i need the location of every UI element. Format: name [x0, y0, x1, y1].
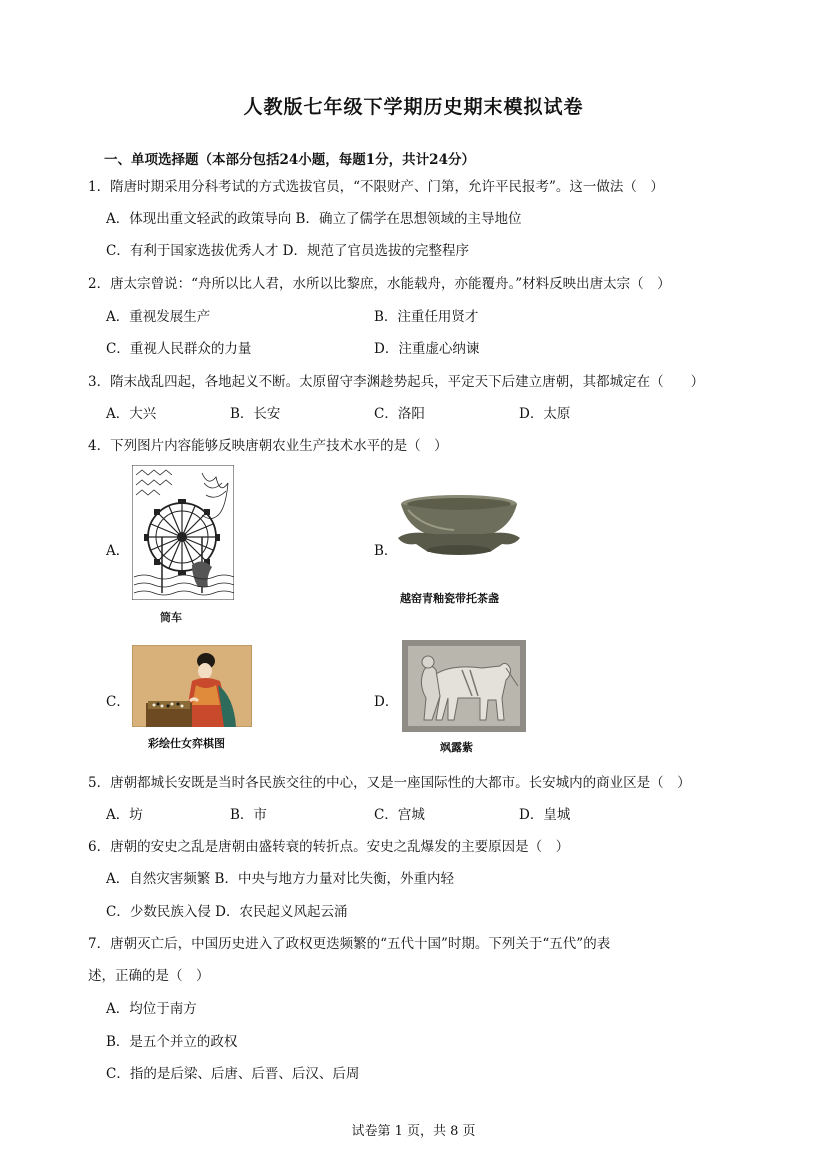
question-4-option-d: D． — [374, 694, 399, 710]
page-title: 人教版七年级下学期历史期末模拟试卷 — [243, 96, 584, 118]
question-5-stem: 5．唐朝都城长安既是当时各民族交往的中心，又是一座国际性的大都市。长安城内的商业区是（ ） — [88, 775, 691, 791]
figure-c-caption: 彩绘仕女弈棋图 — [148, 737, 225, 750]
question-3-option-d: D．太原 — [519, 406, 571, 422]
question-1-options-ab: A．体现出重文轻武的政策导向 B．确立了儒学在思想领域的主导地位 — [106, 211, 522, 227]
figure-d-caption: 飒露紫 — [440, 741, 473, 754]
figure-b-caption: 越窑青釉瓷带托茶盏 — [400, 592, 499, 605]
question-1-options-cd: C．有利于国家选拔优秀人才 D．规范了官员选拔的完整程序 — [106, 243, 469, 259]
question-3-option-c: C．洛阳 — [374, 406, 425, 422]
question-6-stem: 6．唐朝的安史之乱是唐朝由盛转衰的转折点。安史之乱爆发的主要原因是（ ） — [88, 839, 570, 855]
question-3-stem: 3．隋末战乱四起，各地起义不断。太原留守李渊趁势起兵，平定天下后建立唐朝，其都城定在（ ） — [88, 374, 705, 390]
question-3-option-b: B．长安 — [230, 406, 281, 422]
water-wheel-woodcut-image — [132, 465, 234, 600]
question-5-option-c: C．宫城 — [374, 807, 425, 823]
question-6-options-ab: A．自然灾害频繁 B．中央与地方力量对比失衡，外重内轻 — [106, 871, 454, 887]
question-7-option-c: C．指的是后梁、后唐、后晋、后汉、后周 — [106, 1066, 360, 1082]
question-4-option-a: A． — [106, 543, 130, 559]
celadon-tea-bowl-image — [394, 492, 524, 562]
question-4-stem: 4．下列图片内容能够反映唐朝农业生产技术水平的是（ ） — [88, 438, 448, 454]
question-4-option-c: C． — [106, 694, 130, 710]
question-4-option-b: B． — [374, 543, 398, 559]
page-footer: 试卷第 1 页，共 8 页 — [351, 1124, 476, 1139]
question-2-option-b: B．注重任用贤才 — [374, 309, 479, 325]
question-5-option-a: A．坊 — [106, 807, 143, 823]
section-heading: 一、单项选择题（本部分包括24小题，每题1分，共计24分） — [104, 152, 475, 168]
saluzi-horse-relief-image — [402, 640, 526, 732]
question-2-stem: 2．唐太宗曾说：“舟所以比人君，水所以比黎庶，水能载舟，亦能覆舟。”材料反映出唐太宗（ ） — [88, 276, 671, 292]
question-7-stem: 7．唐朝灭亡后，中国历史进入了政权更迭频繁的“五代十国”时期。下列关于“五代”的表 — [88, 936, 611, 952]
figure-a-caption: 筒车 — [160, 611, 182, 624]
question-6-options-cd: C．少数民族入侵 D．农民起义风起云涌 — [106, 904, 348, 920]
question-2-option-d: D．注重虚心纳谏 — [374, 341, 480, 357]
question-2-option-a: A．重视发展生产 — [106, 309, 211, 325]
palace-lady-playing-weiqi-painting — [132, 645, 252, 727]
question-3-option-a: A．大兴 — [106, 406, 157, 422]
question-5-option-b: B．市 — [230, 807, 267, 823]
question-7-option-b: B．是五个并立的政权 — [106, 1034, 238, 1050]
question-1-stem: 1．隋唐时期采用分科考试的方式选拔官员，“不限财产、门第，允许平民报考”。这一做法（ ） — [88, 179, 664, 195]
question-2-option-c: C．重视人民群众的力量 — [106, 341, 252, 357]
question-5-option-d: D．皇城 — [519, 807, 571, 823]
question-7-stem-continued: 述，正确的是（ ） — [88, 968, 210, 984]
question-7-option-a: A．均位于南方 — [106, 1001, 197, 1017]
